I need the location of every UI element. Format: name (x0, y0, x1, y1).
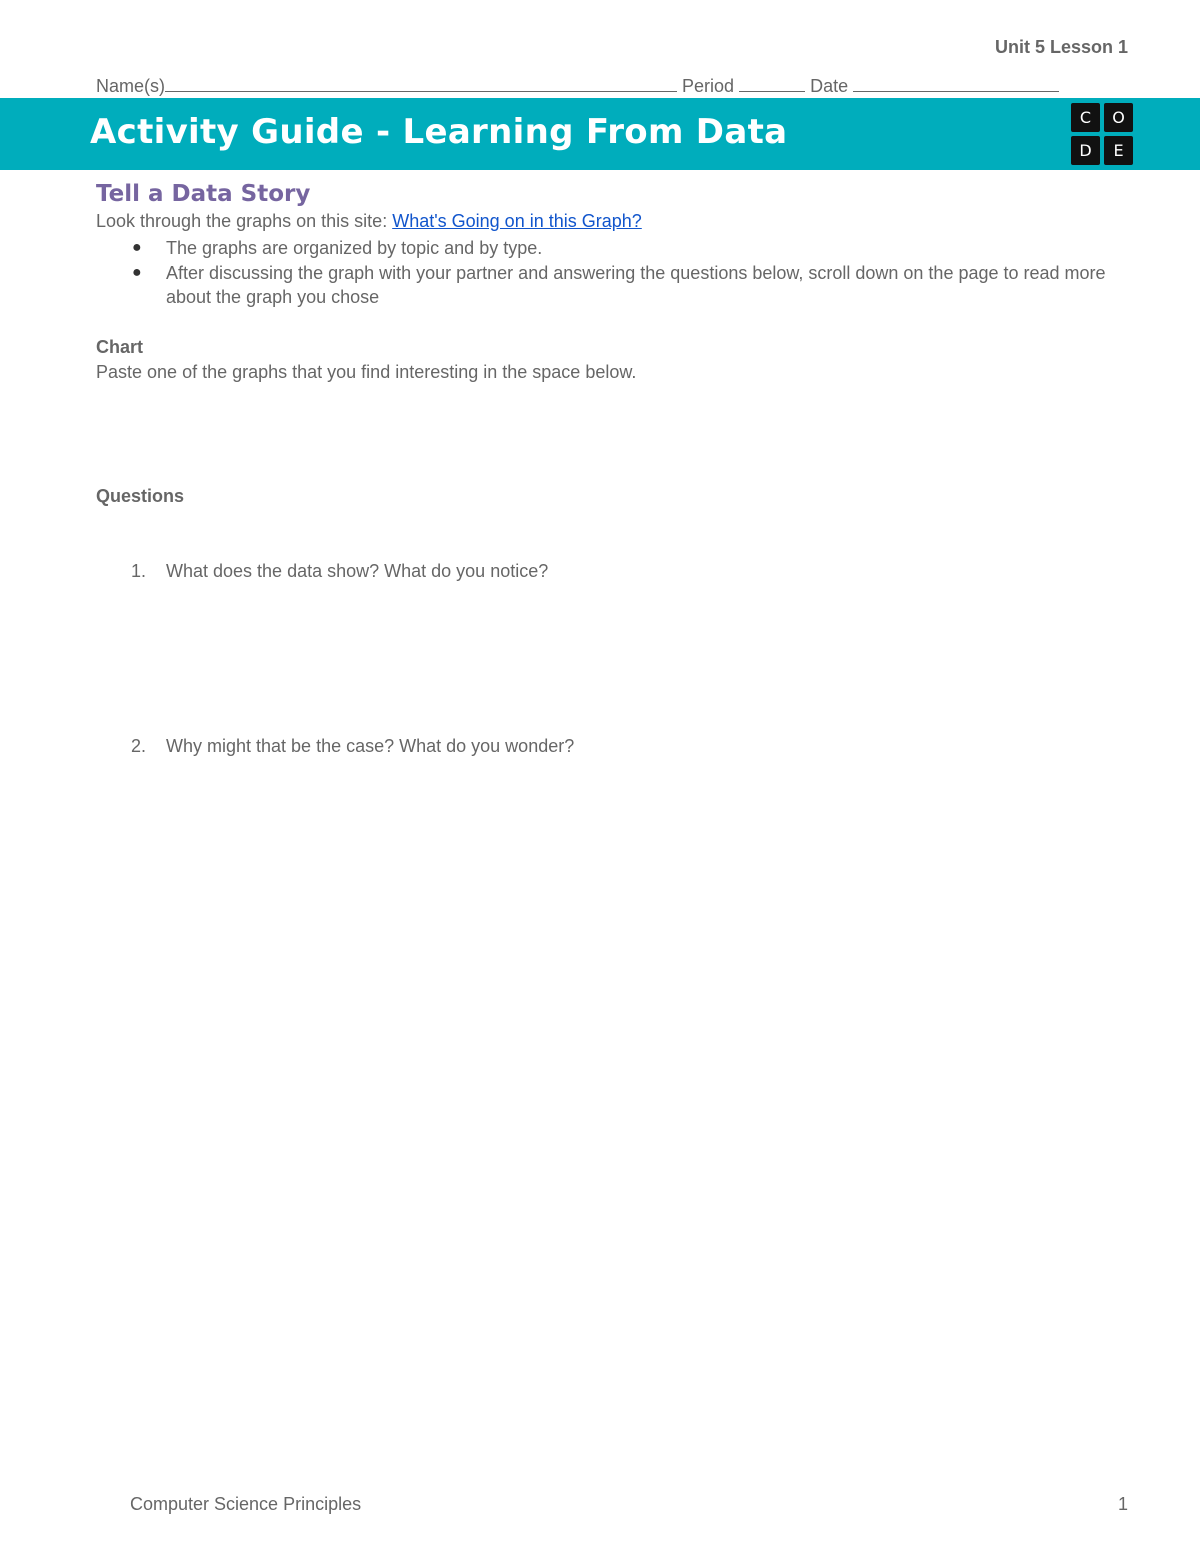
bullet-icon: ● (132, 263, 142, 281)
period-blank (739, 74, 805, 92)
question-text: Why might that be the case? What do you wonder? (166, 736, 575, 756)
graph-site-link[interactable]: What's Going on in this Graph? (392, 211, 642, 231)
intro-text (96, 211, 642, 232)
name-period-date-line (96, 74, 1059, 97)
question-number: 2. (131, 736, 147, 756)
date-label: Date (810, 76, 849, 96)
section-heading-tell-a-data-story: Tell a Data Story (96, 181, 311, 207)
code-logo-letter-o: O (1104, 103, 1133, 132)
footer-page-number: 1 (1118, 1494, 1129, 1514)
date-blank (853, 74, 1059, 92)
unit-lesson-label: Unit 5 Lesson 1 (994, 37, 1128, 57)
question-text: What does the data show? What do you notice? (166, 561, 549, 581)
document-title: Activity Guide - Learning From Data (90, 112, 788, 152)
instructions-bullet-list (96, 236, 1106, 310)
bullet-text: The graphs are organized by topic and by type. (166, 238, 543, 258)
questions-heading: Questions (96, 486, 185, 506)
intro-label: Look through the graphs on this site: (96, 211, 393, 231)
name-blank (165, 74, 677, 92)
bullet-text: After discussing the graph with your partner and answering the questions below, scroll down on the page to read more about the graph you chose (166, 262, 1106, 307)
title-banner (0, 98, 1200, 170)
period-label: Period (682, 76, 735, 96)
code-logo-letter-e: E (1104, 136, 1133, 165)
footer-course-name: Computer Science Principles (130, 1494, 362, 1514)
list-item (96, 236, 1106, 261)
question-number: 1. (131, 561, 147, 581)
name-label: Name(s) (96, 76, 166, 96)
code-logo-letter-d: D (1071, 136, 1100, 165)
chart-heading: Chart (96, 337, 144, 357)
code-logo (1071, 103, 1134, 166)
bullet-icon: ● (132, 239, 142, 256)
list-item (96, 261, 1106, 310)
code-logo-letter-c: C (1071, 103, 1100, 132)
chart-instruction: Paste one of the graphs that you find interesting in the space below. (96, 362, 637, 382)
